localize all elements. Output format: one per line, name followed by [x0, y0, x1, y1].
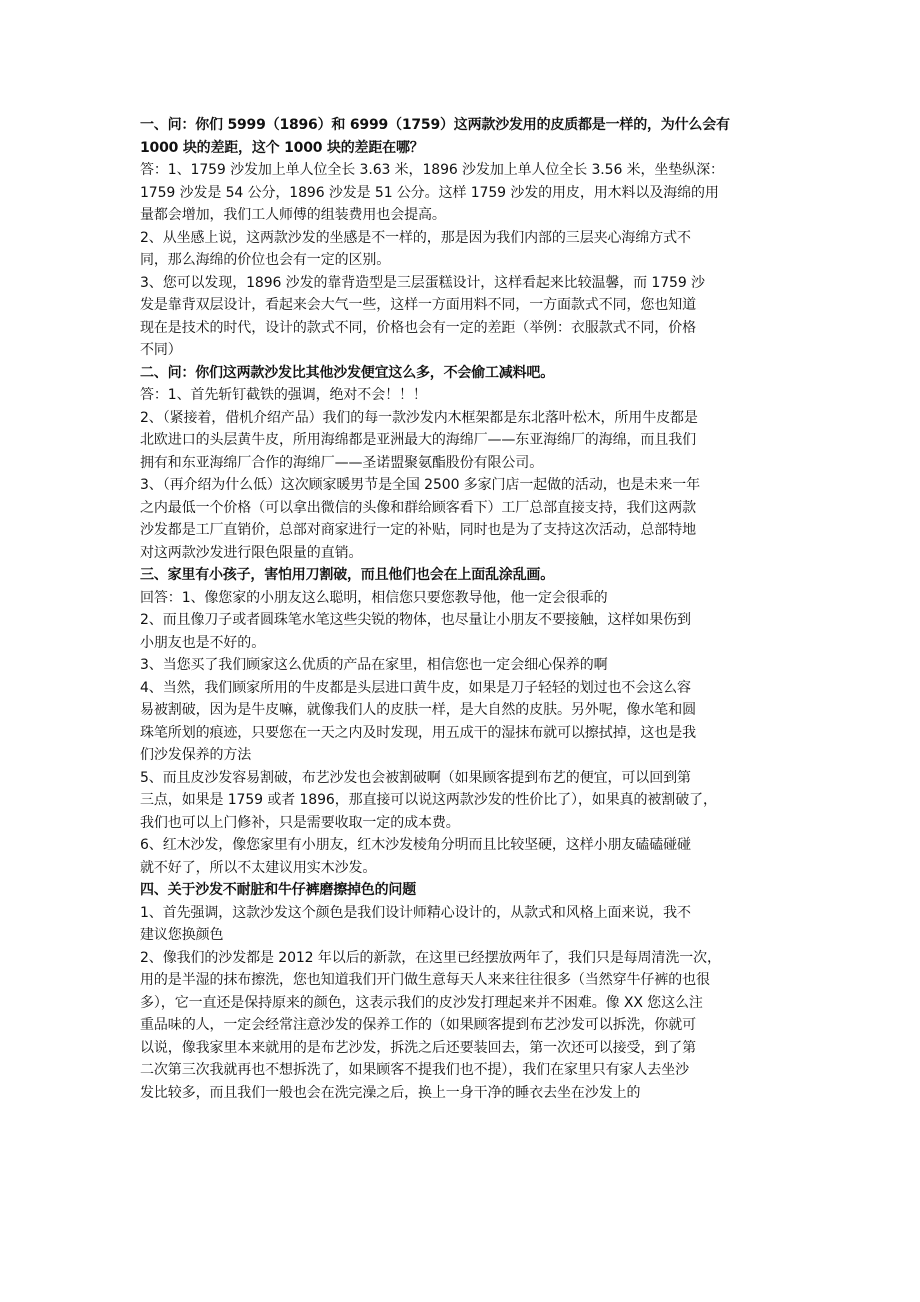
paragraph-line: 建议您换颜色 — [140, 927, 224, 943]
paragraph-line: 3、（再介绍为什么低）这次顾家暖男节是全国 2500 多家门店一起做的活动，也是未来一年 — [140, 477, 701, 493]
paragraph-line: 答：1、1759 沙发加上单人位全长 3.63 米，1896 沙发加上单人位全长 3.56 米，坐垫纵深： — [140, 162, 724, 178]
paragraph-line: 珠笔所划的痕迹，只要您在一天之内及时发现，用五成干的湿抹布就可以擦拭掉，这也是我 — [140, 724, 696, 741]
paragraph-line: 2、而且像刀子或者圆珠笔水笔这些尖锐的物体，也尽量让小朋友不要接触，这样如果伤到 — [140, 612, 691, 628]
paragraph-line: 多），它一直还是保持原来的颜色，这表示我们的皮沙发打理起来并不困难。像 XX 您这么注 — [140, 994, 703, 1011]
paragraph-line: 拥有和东亚海绵厂合作的海绵厂——圣诺盟聚氨酯股份有限公司。 — [140, 454, 544, 471]
paragraph-line: 之内最低一个价格（可以拿出微信的头像和群给顾客看下）工厂总部直接支持，我们这两款 — [140, 499, 696, 516]
paragraph-line: 1759 沙发是 54 公分，1896 沙发是 51 公分。这样 1759 沙发的用皮，用木料以及海绵的用 — [140, 184, 719, 201]
paragraph-line: 北欧进口的头层黄牛皮，所用海绵都是亚洲最大的海绵厂——东亚海绵厂的海绵，而且我们 — [140, 432, 696, 448]
paragraph-line: 2、像我们的沙发都是 2012 年以后的新款，在这里已经摆放两年了，我们只是每周清洗一次， — [140, 949, 721, 966]
document-body — [140, 114, 780, 1104]
paragraph-line: 发比较多，而且我们一般也会在洗完澡之后，换上一身干净的睡衣去坐在沙发上的 — [140, 1084, 641, 1101]
paragraph-line: 们沙发保养的方法 — [140, 747, 252, 763]
paragraph-line: 易被割破，因为是牛皮嘛，就像我们人的皮肤一样，是大自然的皮肤。另外呢，像水笔和圆 — [140, 702, 696, 718]
paragraph-line: 2、从坐感上说，这两款沙发的坐感是不一样的，那是因为我们内部的三层夹心海绵方式不 — [140, 229, 691, 246]
paragraph-line: 不同） — [140, 342, 182, 358]
paragraph-line: 三点，如果是 1759 或者 1896，那直接可以说这两款沙发的性价比了），如果真的被割破了， — [140, 792, 717, 808]
section-heading-line: 四、关于沙发不耐脏和牛仔裤磨擦掉色的问题 — [140, 882, 416, 898]
paragraph-line: 6、红木沙发，像您家里有小朋友，红木沙发棱角分明而且比较坚硬，这样小朋友磕磕碰碰 — [140, 837, 691, 853]
paragraph-line: 1、首先强调，这款沙发这个颜色是我们设计师精心设计的，从款式和风格上面来说，我不 — [140, 904, 691, 921]
paragraph-line: 用的是半湿的抹布擦洗，您也知道我们开门做生意每天人来来往往很多（当然穿牛仔裤的也很 — [140, 972, 710, 988]
paragraph-line: 5、而且皮沙发容易割破，布艺沙发也会被割破啊（如果顾客提到布艺的便宜，可以回到第 — [140, 769, 691, 786]
paragraph-line: 重品味的人，一定会经常注意沙发的保养工作的（如果顾客提到布艺沙发可以拆洗，你就可 — [140, 1017, 696, 1033]
section-heading-line: 1000 块的差距，这个 1000 块的差距在哪？ — [140, 139, 424, 156]
paragraph-line: 4、当然，我们顾家所用的牛皮都是头层进口黄牛皮，如果是刀子轻轻的划过也不会这么容 — [140, 679, 691, 696]
paragraph-line: 量都会增加，我们工人师傅的组装费用也会提高。 — [140, 207, 446, 223]
paragraph-line: 回答：1、像您家的小朋友这么聪明，相信您只要您教导他，他一定会很乖的 — [140, 589, 608, 606]
paragraph-line: 就不好了，所以不太建议用实木沙发。 — [140, 859, 377, 876]
section-heading-line: 三、家里有小孩子，害怕用刀割破，而且他们也会在上面乱涂乱画。 — [140, 567, 554, 583]
section-heading-line: 一、问：你们 5999（1896）和 6999（1759）这两款沙发用的皮质都是一样的，为什么会有 — [140, 117, 730, 133]
paragraph-line: 答：1、首先斩钉截铁的强调，绝对不会！！！ — [140, 387, 427, 403]
paragraph-line: 小朋友也是不好的。 — [140, 634, 266, 651]
paragraph-line: 同，那么海绵的价位也会有一定的区别。 — [140, 252, 391, 268]
paragraph-line: 我们也可以上门修补，只是需要收取一定的成本费。 — [140, 814, 460, 831]
paragraph-line: 现在是技术的时代，设计的款式不同，价格也会有一定的差距（举例：衣服款式不同，价格 — [140, 319, 696, 336]
paragraph-line: 3、当您买了我们顾家这么优质的产品在家里，相信您也一定会细心保养的啊 — [140, 657, 608, 673]
paragraph-line: 2、（紧接着，借机介绍产品）我们的每一款沙发内木框架都是东北落叶松木，所用牛皮都是 — [140, 409, 698, 426]
paragraph-line: 二次第三次我就再也不想拆洗了，如果顾客不提我们也不提），我们在家里只有家人去坐沙 — [140, 1062, 689, 1078]
paragraph-line: 3、您可以发现，1896 沙发的靠背造型是三层蛋糕设计，这样看起来比较温馨，而 1759 沙 — [140, 274, 705, 291]
paragraph-line: 发是靠背双层设计，看起来会大气一些，这样一方面用料不同，一方面款式不同，您也知道 — [140, 297, 696, 313]
section-heading-line: 二、问：你们这两款沙发比其他沙发便宜这么多，不会偷工减料吧。 — [140, 364, 554, 381]
paragraph-line: 对这两款沙发进行限色限量的直销。 — [140, 544, 363, 561]
paragraph-line: 沙发都是工厂直销价，总部对商家进行一定的补贴，同时也是为了支持这次活动，总部特地 — [140, 522, 696, 538]
paragraph-line: 以说，像我家里本来就用的是布艺沙发，拆洗之后还要装回去，第一次还可以接受，到了第 — [140, 1039, 696, 1056]
